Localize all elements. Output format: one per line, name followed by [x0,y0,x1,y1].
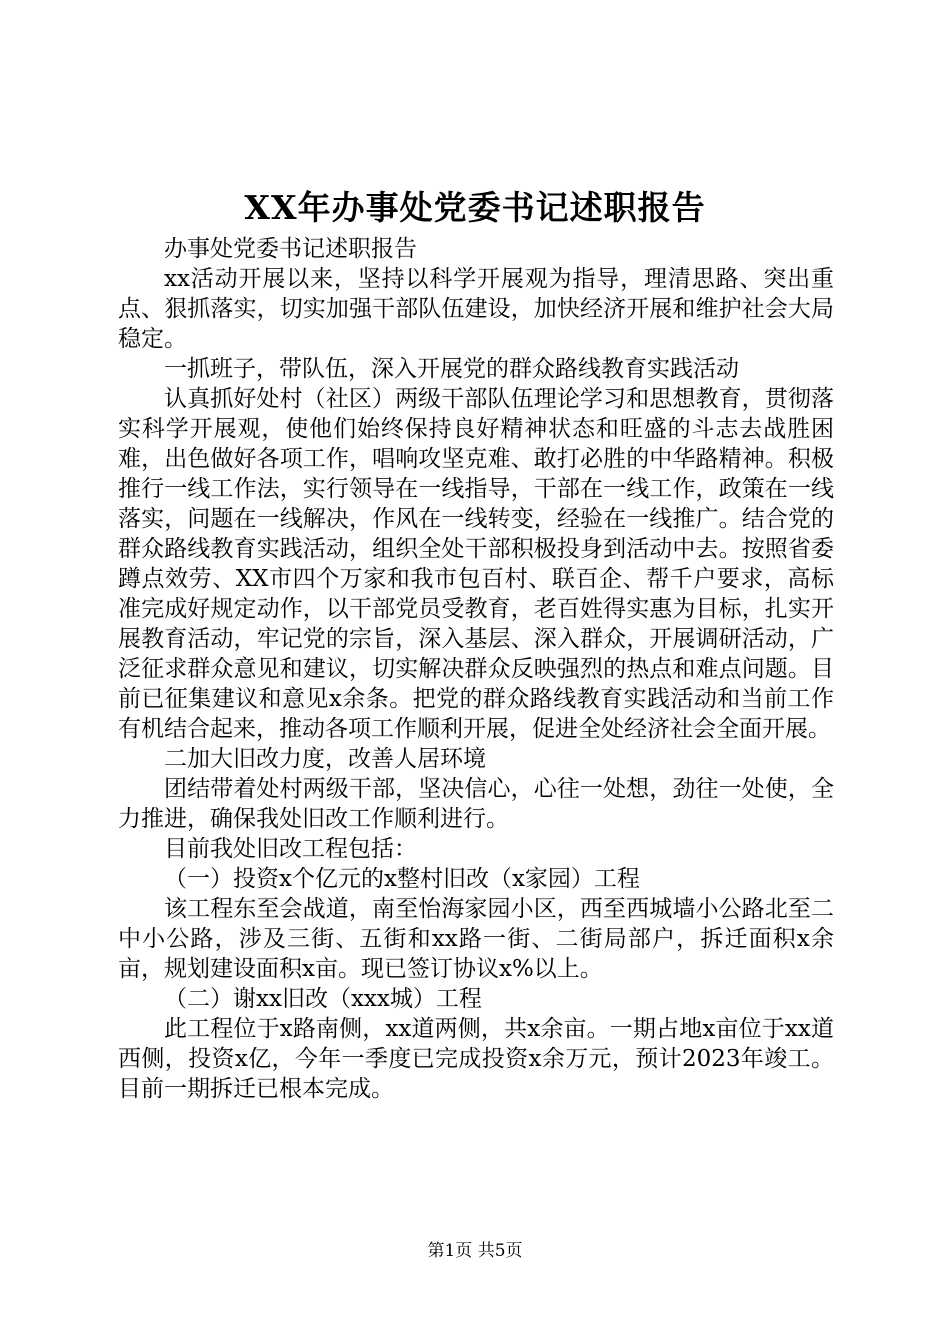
paragraph-projects-intro: 目前我处旧改工程包括： [164,836,417,862]
section-heading-1: 一抓班子，带队伍，深入开展党的群众路线教育实践活动 [164,356,739,382]
document-title: XX年办事处党委书记述职报告 [244,188,706,227]
paragraph-section-2: 团结带着处村两级干部，坚决信心，心往一处想，劲往一处使，全力推进，确保我处旧改工作顺利进行。 [118,776,834,832]
page-number: 第1页 共5页 [427,1241,523,1261]
paragraph-heading: 办事处党委书记述职报告 [164,236,417,262]
paragraph-intro: xx活动开展以来，坚持以科学开展观为指导，理清思路、突出重点、狠抓落实，切实加强干部队伍建设，加快经济开展和维护社会大局稳定。 [118,266,834,352]
paragraph-section-1: 认真抓好处村（社区）两级干部队伍理论学习和思想教育，贯彻落实科学开展观，使他们始终保持良好精神状态和旺盛的斗志去战胜困难，出色做好各项工作，唱响攻坚克难、敢打必胜的中华路精神。积极推行一线工作法，实行领导在一线指导，干部在一线工作，政策在一线落实，问题在一线解决，作风在一线转变，经验在一线推广。结合党的群众路线教育实践活动，组织全处干部积极投身到活动中去。按照省委蹲点效劳、XX市四个万家和我市包百村、联百企、帮千户要求，高标准完成好规定动作，以干部党员受教育，老百姓得实惠为目标，扎实开展教育活动，牢记党的宗旨，深入基层、深入群众，开展调研活动，广泛征求群众意见和建议，切实解决群众反映强烈的热点和难点问题。目前已征集建议和意见x余条。把党的群众路线教育实践活动和当前工作有机结合起来，推动各项工作顺利开展，促进全处经济社会全面开展。 [118,386,834,742]
paragraph-project-2: 此工程位于x路南侧，xx道两侧，共x余亩。一期占地x亩位于xx道西侧，投资x亿，今年一季度已完成投资x余万元，预计2023年竣工。目前一期拆迁已根本完成。 [118,1016,834,1102]
section-heading-2: 二加大旧改力度，改善人居环境 [164,746,486,772]
project-heading-1: （一）投资x个亿元的x整村旧改（x家园）工程 [164,866,640,892]
paragraph-project-1: 该工程东至会战道，南至怡海家园小区，西至西城墙小公路北至二中小公路，涉及三街、五街和xx路一街、二街局部户，拆迁面积x余亩，规划建设面积x亩。现已签订协议x%以上。 [118,896,834,982]
document-body [118,234,834,1104]
project-heading-2: （二）谢xx旧改（xxx城）工程 [164,986,482,1012]
